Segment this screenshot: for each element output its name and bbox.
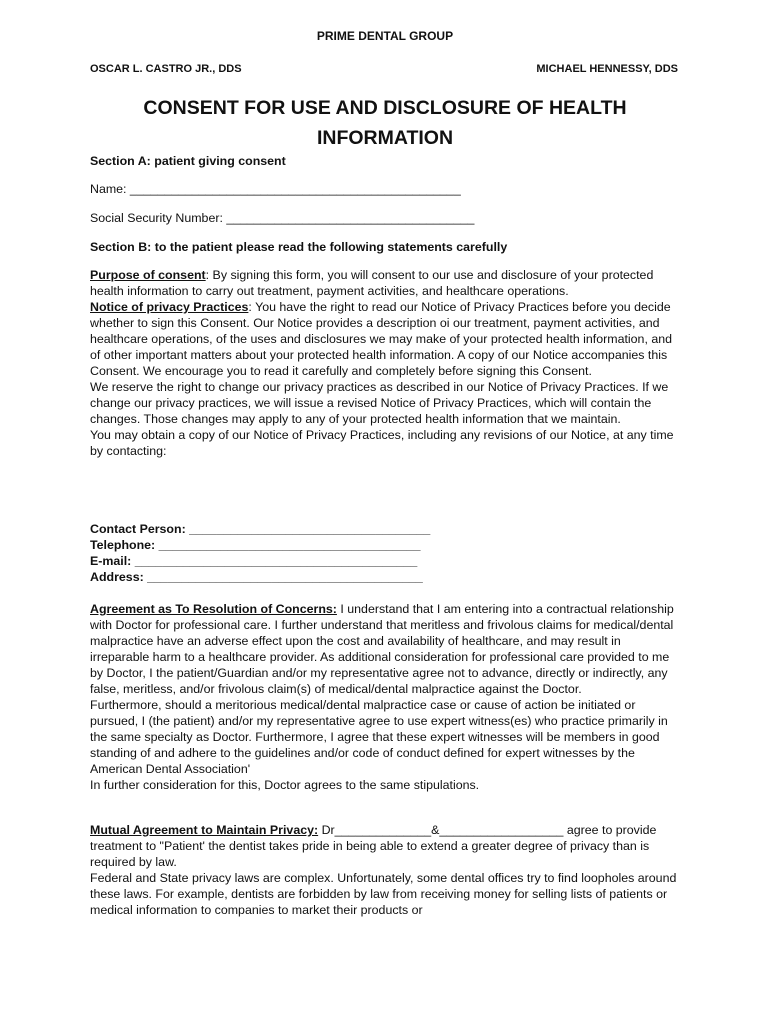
reserve-paragraph: We reserve the right to change our privacy practices as described in our Notice of Privacy Practices. If we change our privacy practices, we will issue a revised Notice of Privacy Practices, which will contain the changes. Those changes may apply to any of your protected health information that we maintain. (90, 380, 669, 426)
agreement-section (90, 601, 680, 793)
section-a-heading: Section A: patient giving consent (90, 154, 286, 168)
privacy-paragraph (90, 299, 680, 379)
name-field[interactable]: Name: ________________________________________________ (90, 182, 461, 196)
purpose-label: Purpose of consent (90, 268, 206, 282)
privacy-text: : You have the right to read our Notice of Privacy Practices before you decide whether to sign this Consent. Our Notice provides a description oi our treatment, payment activities, and healthcare operations, of the uses and disclosures we may make of your protected health information, and of other important matters about your protected health information. A copy of our Notice accompanies this Consent. We encourage you to read it carefully and completely before signing this Consent. (90, 300, 673, 378)
obtain-paragraph: You may obtain a copy of our Notice of Privacy Practices, including any revisions of our Notice, at any time by contacting: (90, 428, 674, 458)
section-b-heading: Section B: to the patient please read the following statements carefully (90, 240, 508, 254)
agreement-text: I understand that I am entering into a contractual relationship with Doctor for professional care. I further understand that meritless and frivolous claims for medical/dental malpractice have an adverse effect upon the cost and availability of healthcare, and may result in irreparable harm to a healthcare provider. As additional consideration for professional care provided to me by Doctor, I the patient/Guardian and/or my representative agree not to advance, directly or indirectly, any false, meritless, and/or frivolous claim(s) of medical/dental malpractice against the Doctor. (90, 602, 674, 696)
telephone-field[interactable]: Telephone: ______________________________________ (90, 538, 421, 552)
agreement-furthermore: Furthermore, should a meritorious medical/dental malpractice case or cause of action be initiated or pursued, I (the patient) and/or my representative agree to use expert witness(es) who practice primarily in the same specialty as Doctor. Furthermore, I agree that these expert witnesses will be members in good standing of and adhere to the guidelines and/or code of conduct defined for expert witnesses by the American Dental Association' (90, 698, 668, 776)
mutual-section (90, 822, 680, 918)
mutual-text: Dr______________&__________________ agree to provide treatment to "Patient' the dentist takes pride in being able to extend a greater degree of privacy than is required by law. (90, 823, 657, 869)
mutual-paragraph (90, 822, 680, 870)
agreement-label: Agreement as To Resolution of Concerns: (90, 602, 337, 616)
document-title: CONSENT FOR USE AND DISCLOSURE OF HEALTH INFORMATION (143, 97, 627, 149)
mutual-label: Mutual Agreement to Maintain Privacy: (90, 823, 319, 837)
ssn-field[interactable]: Social Security Number: ____________________________________ (90, 211, 475, 225)
organization-name: PRIME DENTAL GROUP (316, 29, 454, 43)
doctor-right: MICHAEL HENNESSY, DDS (536, 63, 678, 75)
contact-person-field[interactable]: Contact Person: ___________________________________ (90, 522, 431, 536)
doctor-left: OSCAR L. CASTRO JR., DDS (90, 63, 242, 75)
mutual-laws: Federal and State privacy laws are complex. Unfortunately, some dental offices try to find loopholes around these laws. For example, dentists are forbidden by law from receiving money for selling lists of patients or medical information to companies to market their products or (90, 871, 677, 917)
address-field[interactable]: Address: ________________________________________ (90, 570, 423, 584)
contact-block (90, 521, 680, 585)
privacy-label: Notice of privacy Practices (90, 300, 249, 314)
purpose-paragraph (90, 267, 680, 299)
purpose-text: : By signing this form, you will consent to our use and disclosure of your protected health information to carry out treatment, payment activities, and healthcare operations. (90, 268, 654, 298)
email-field[interactable]: E-mail: _________________________________________ (90, 554, 418, 568)
agreement-consideration: In further consideration for this, Doctor agrees to the same stipulations. (90, 778, 480, 792)
section-b-body (90, 267, 680, 459)
agreement-paragraph (90, 601, 680, 697)
